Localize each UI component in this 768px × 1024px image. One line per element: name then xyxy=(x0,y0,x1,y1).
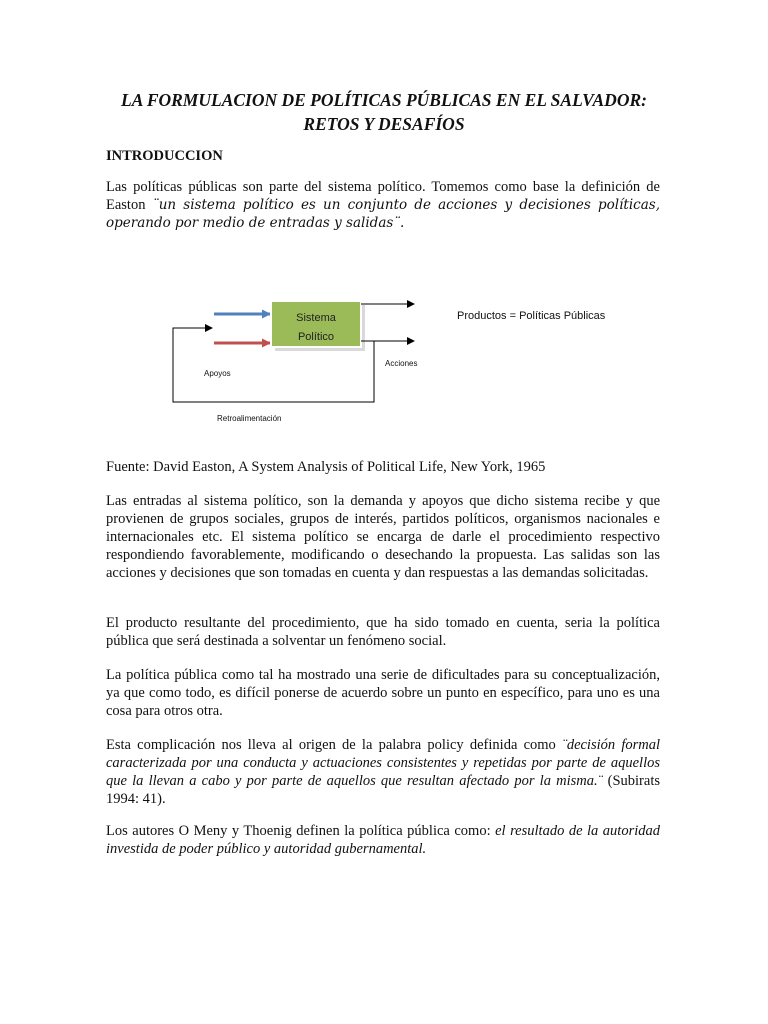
policy-definition-quote: ¨decisión formal caracterizada por una conducta y actuaciones consistentes y repetidas por parte de aquellos que la llevan a cabo y por parte de aquellos que resultan afectado por la misma.¨ xyxy=(106,737,660,789)
products-label: Productos = Políticas Públicas xyxy=(457,310,606,322)
paragraph-easton-text: Las políticas públicas son parte del sistema político. Tomemos como base la definición de Easton xyxy=(106,179,660,213)
paragraph-policy xyxy=(106,736,660,808)
paragraph-easton-definition xyxy=(106,178,660,232)
paragraph-entradas: Las entradas al sistema político, son la demanda y apoyos que dicho sistema recibe y que provienen de grupos sociales, grupos de interés, partidos políticos, organismos nacionales e internacionales etc. El sistema político se encarga de darle el procedimiento respectivo respondiendo favorablemente, modificando o desechando la propuesta. Las salidas son las acciones y decisiones que son tomadas en cuenta y dan respuestas a las demandas solicitadas. xyxy=(106,493,660,581)
figure-source: Fuente: David Easton, A System Analysis of Political Life, New York, 1965 xyxy=(106,459,546,475)
apoyos-label: Apoyos xyxy=(204,369,231,378)
paragraph-policy-text: Esta complicación nos lleva al origen de la palabra policy definida como xyxy=(106,737,562,753)
paragraph-meny-thoenig xyxy=(106,822,660,858)
title-line-2: RETOS Y DESAFÍOS xyxy=(303,114,465,134)
diagram-svg xyxy=(160,290,640,430)
document-title xyxy=(60,88,708,136)
easton-system-diagram xyxy=(160,290,640,430)
section-heading: INTRODUCCION xyxy=(106,148,223,164)
retroalimentacion-label: Retroalimentación xyxy=(217,414,282,423)
meny-definition-quote: el resultado de la autoridad investida de poder público y autoridad gubernamental. xyxy=(106,823,660,857)
system-box-label-2: Político xyxy=(297,331,335,343)
paragraph-meny-text: Los autores O Meny y Thoenig definen la política pública como: xyxy=(106,823,496,839)
easton-quote: ¨un sistema político es un conjunto de acciones y decisiones políticas, operando por medio de entradas y salidas¨. xyxy=(106,197,660,231)
title-line-1: LA FORMULACION DE POLÍTICAS PÚBLICAS EN EL SALVADOR: xyxy=(121,90,647,110)
paragraph-producto: El producto resultante del procedimiento, que ha sido tomado en cuenta, seria la política pública que será destinada a solventar un fenómeno social. xyxy=(106,615,660,649)
system-box-label-1: Sistema xyxy=(296,312,336,324)
acciones-label: Acciones xyxy=(385,359,418,368)
policy-citation: (Subirats 1994: 41). xyxy=(106,773,660,807)
paragraph-dificultades: La política pública como tal ha mostrado una serie de dificultades para su conceptualización, ya que como todo, es difícil ponerse de acuerdo sobre un punto en específico, para uno es una cosa para otros otra. xyxy=(106,667,660,719)
